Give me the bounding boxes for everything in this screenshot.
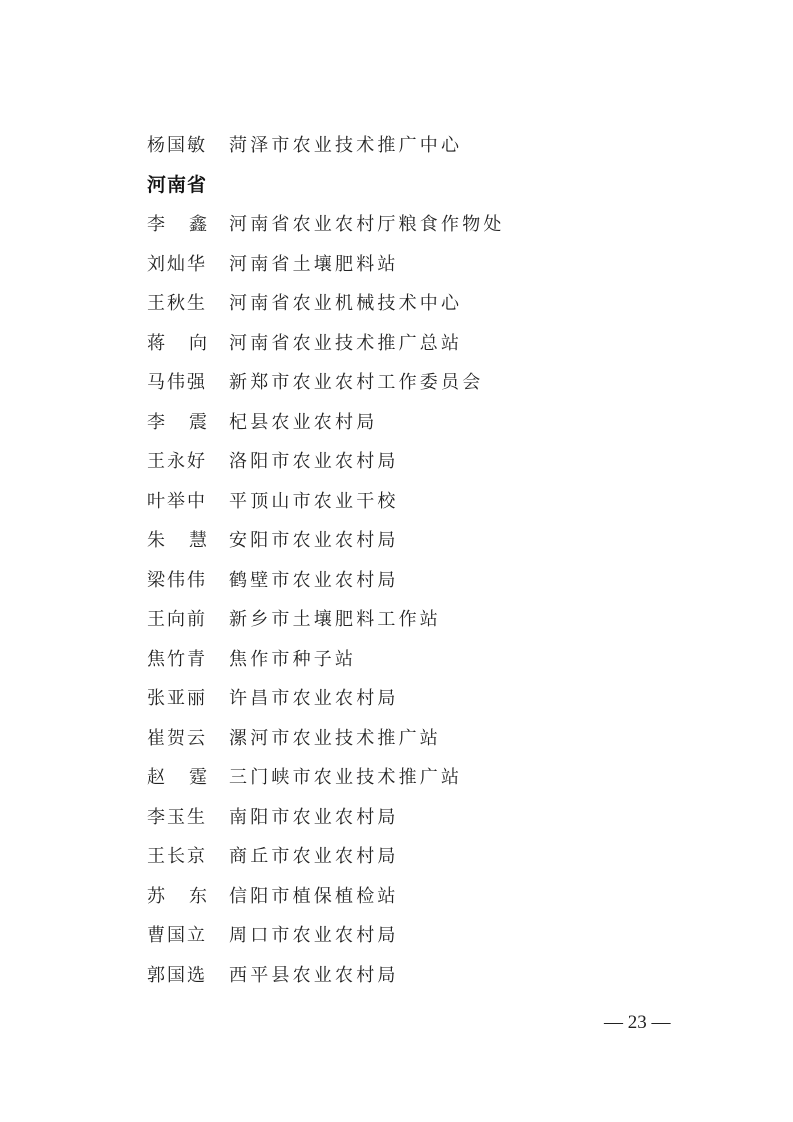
name-char: 李 bbox=[147, 214, 165, 235]
organization: 河南省农业农村厅粮食作物处 bbox=[229, 214, 505, 235]
person-name: 王长京 bbox=[147, 846, 207, 867]
person-name: 王向前 bbox=[147, 609, 207, 630]
organization: 菏泽市农业技术推广中心 bbox=[229, 135, 463, 156]
organization: 洛阳市农业农村局 bbox=[229, 451, 399, 472]
name-char: 蒋 bbox=[147, 332, 165, 354]
section-heading: 河南省 bbox=[147, 174, 208, 196]
name-char: 李 bbox=[147, 411, 165, 433]
organization: 新郑市农业农村工作委员会 bbox=[229, 372, 484, 393]
name-char: 向 bbox=[189, 332, 207, 354]
organization: 三门峡市农业技术推广站 bbox=[229, 767, 463, 788]
organization: 河南省农业技术推广总站 bbox=[229, 332, 463, 354]
organization: 许昌市农业农村局 bbox=[229, 688, 399, 709]
person-name bbox=[147, 763, 207, 793]
name-char: 朱 bbox=[147, 530, 165, 551]
person-name: 杨国敏 bbox=[147, 135, 207, 156]
person-name: 李玉生 bbox=[147, 806, 207, 828]
person-name: 梁伟伟 bbox=[147, 569, 207, 591]
organization: 周口市农业农村局 bbox=[229, 925, 399, 946]
person-name: 郭国选 bbox=[147, 964, 207, 986]
organization: 新乡市土壤肥料工作站 bbox=[229, 609, 441, 630]
name-char: 震 bbox=[189, 411, 207, 433]
person-name: 王永好 bbox=[147, 451, 207, 472]
organization: 杞县农业农村局 bbox=[229, 411, 378, 433]
name-char: 霆 bbox=[189, 767, 207, 788]
person-name: 曹国立 bbox=[147, 925, 207, 946]
name-char: 东 bbox=[189, 885, 207, 907]
organization: 焦作市种子站 bbox=[229, 648, 357, 670]
organization: 信阳市植保植检站 bbox=[229, 885, 399, 907]
page-number: — 23 — bbox=[604, 1012, 671, 1033]
person-name: 叶举中 bbox=[147, 490, 207, 512]
organization: 南阳市农业农村局 bbox=[229, 806, 399, 828]
person-name: 崔贺云 bbox=[147, 727, 207, 749]
person-name: 焦竹青 bbox=[147, 648, 207, 670]
person-name: 王秋生 bbox=[147, 293, 207, 314]
organization: 河南省农业机械技术中心 bbox=[229, 293, 463, 314]
organization: 安阳市农业农村局 bbox=[229, 530, 399, 551]
person-name: 张亚丽 bbox=[147, 688, 207, 709]
name-char: 苏 bbox=[147, 885, 165, 907]
organization: 漯河市农业技术推广站 bbox=[229, 727, 441, 749]
name-char: 慧 bbox=[189, 530, 207, 551]
organization: 商丘市农业农村局 bbox=[229, 846, 399, 867]
organization: 鹤壁市农业农村局 bbox=[229, 569, 399, 591]
person-name: 刘灿华 bbox=[147, 253, 207, 275]
person-name bbox=[147, 526, 207, 556]
name-char: 鑫 bbox=[189, 214, 207, 235]
person-name: 马伟强 bbox=[147, 372, 207, 393]
person-name bbox=[147, 210, 207, 240]
person-name bbox=[147, 329, 207, 359]
organization: 平顶山市农业干校 bbox=[229, 490, 399, 512]
name-char: 赵 bbox=[147, 767, 165, 788]
organization: 河南省土壤肥料站 bbox=[229, 253, 399, 275]
person-name bbox=[147, 408, 207, 438]
person-name bbox=[147, 882, 207, 912]
organization: 西平县农业农村局 bbox=[229, 964, 399, 986]
